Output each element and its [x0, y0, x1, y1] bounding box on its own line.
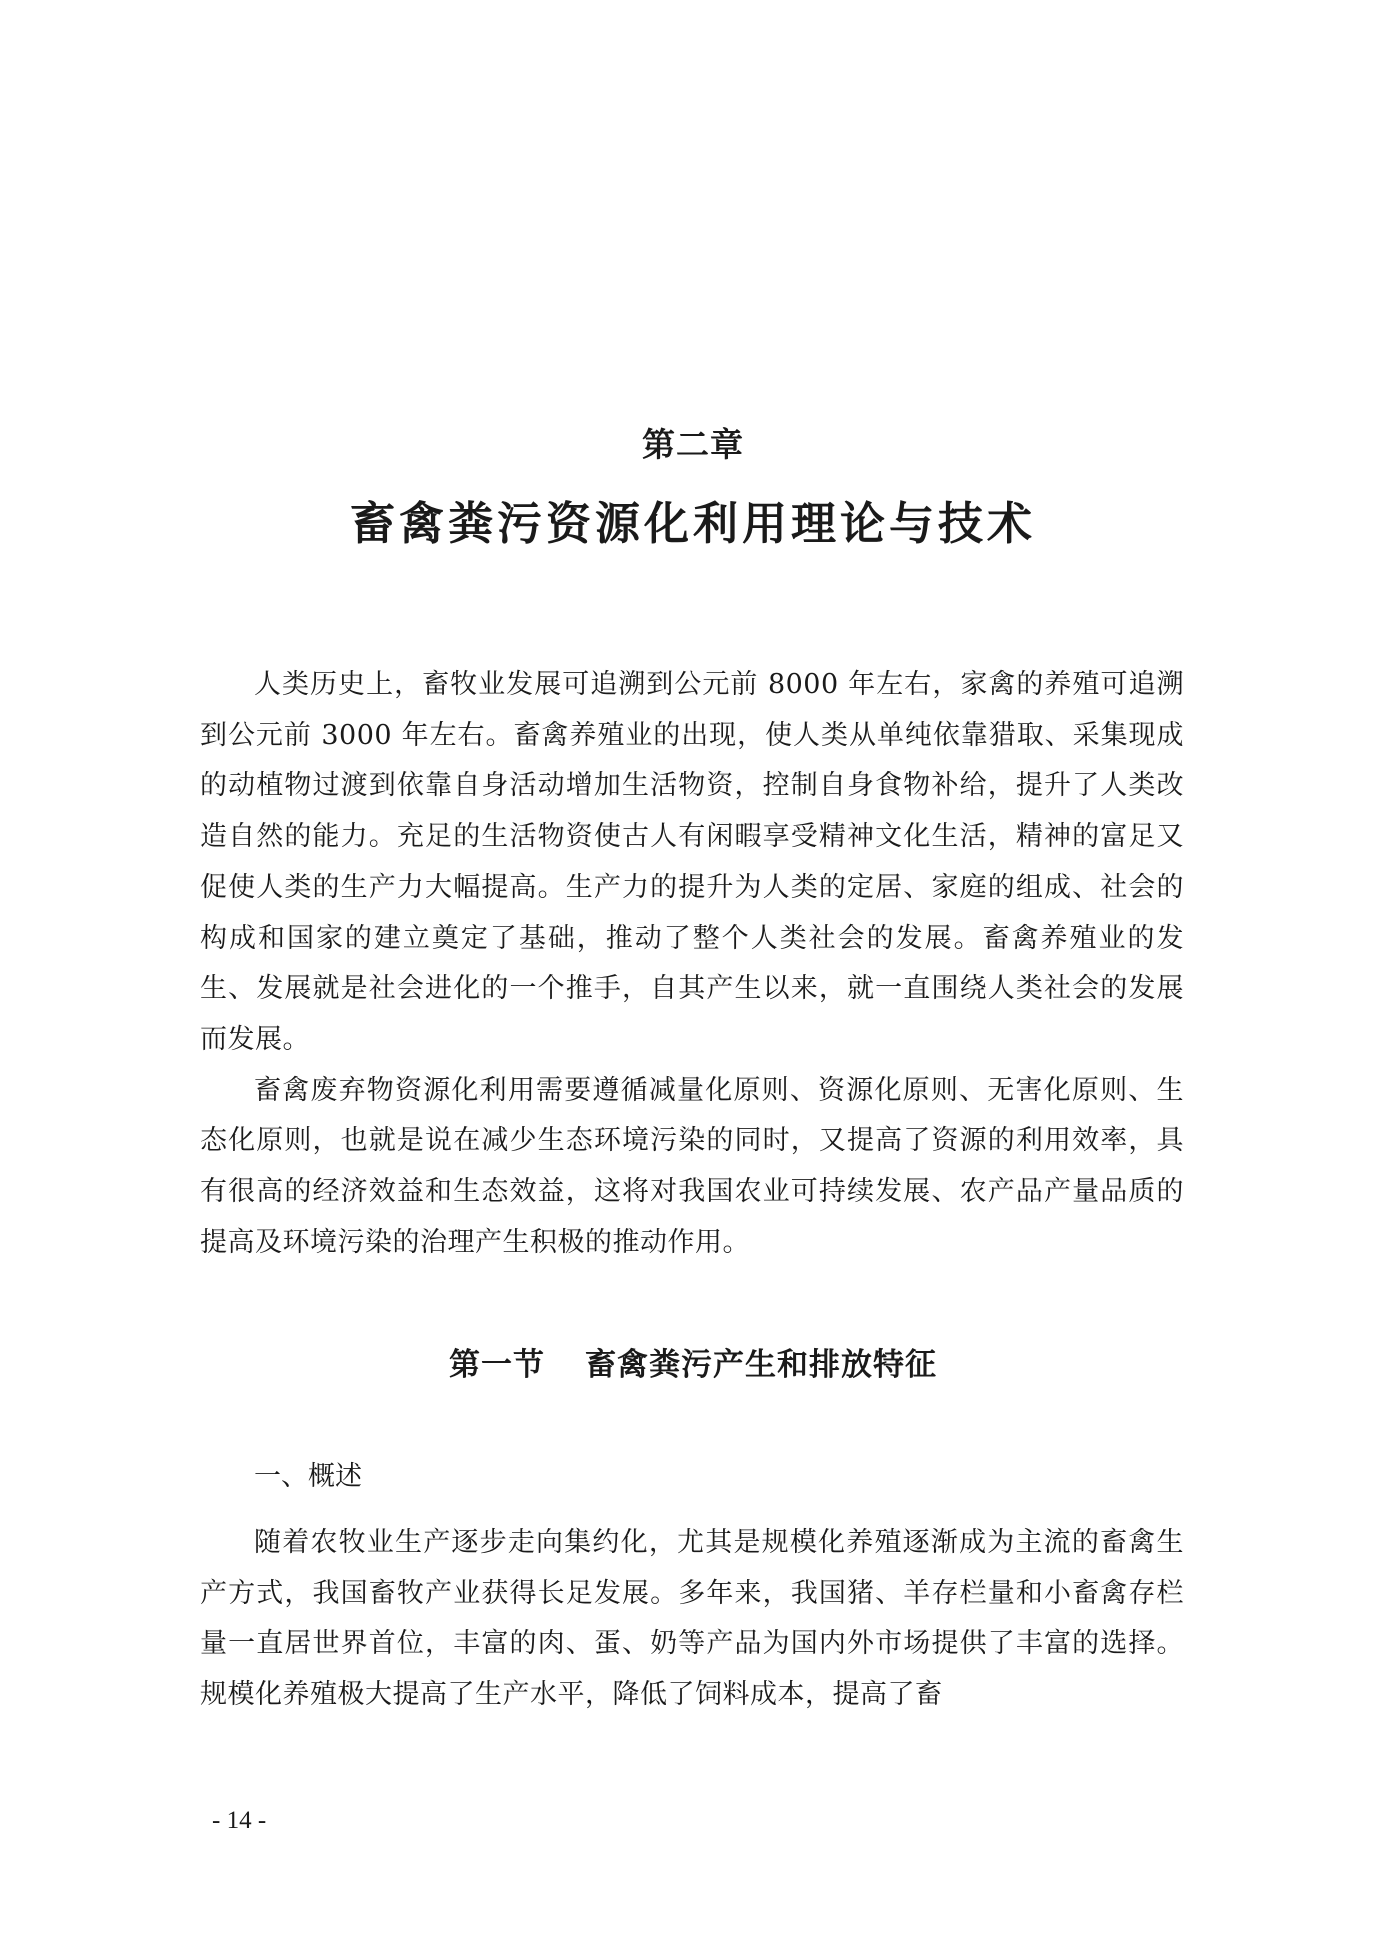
page-number: - 14 - [212, 1807, 267, 1834]
intro-body [200, 660, 1184, 1268]
chapter-label: 第二章 [642, 425, 744, 464]
chapter-title: 畜禽粪污资源化利用理论与技术 [349, 497, 1036, 550]
section-body [200, 1518, 1184, 1721]
intro-paragraph: 人类历史上，畜牧业发展可追溯到公元前 8000 年左右，家禽的养殖可追溯到公元前 3000 年左右。畜禽养殖业的出现，使人类从单纯依靠猎取、采集现成的动植物过渡到依靠自身活动增加生活物资，控制自身食物补给，提升了人类改造自然的能力。充足的生活物资使古人有闲暇享受精神文化生活，精神的富足又促使人类的生产力大幅提高。生产力的提升为人类的定居、家庭的组成、社会的构成和国家的建立奠定了基础，推动了整个人类社会的发展。畜禽养殖业的发生、发展就是社会进化的一个推手，自其产生以来，就一直围绕人类社会的发展而发展。 [200, 669, 1184, 1055]
subsection-heading: 一、概述 [254, 1461, 362, 1492]
section-number: 第一节 [449, 1347, 545, 1383]
section-paragraph: 随着农牧业生产逐步走向集约化，尤其是规模化养殖逐渐成为主流的畜禽生产方式，我国畜牧产业获得长足发展。多年来，我国猪、羊存栏量和小畜禽存栏量一直居世界首位，丰富的肉、蛋、奶等产品为国内外市场提供了丰富的选择。规模化养殖极大提高了生产水平，降低了饲料成本，提高了畜 [200, 1527, 1184, 1711]
intro-paragraph: 畜禽废弃物资源化利用需要遵循减量化原则、资源化原则、无害化原则、生态化原则，也就是说在减少生态环境污染的同时，又提高了资源的利用效率，具有很高的经济效益和生态效益，这将对我国农业可持续发展、农产品产量品质的提高及环境污染的治理产生积极的推动作用。 [200, 1074, 1184, 1258]
section-title: 畜禽粪污产生和排放特征 [585, 1347, 937, 1383]
section-heading [0, 1345, 1386, 1385]
